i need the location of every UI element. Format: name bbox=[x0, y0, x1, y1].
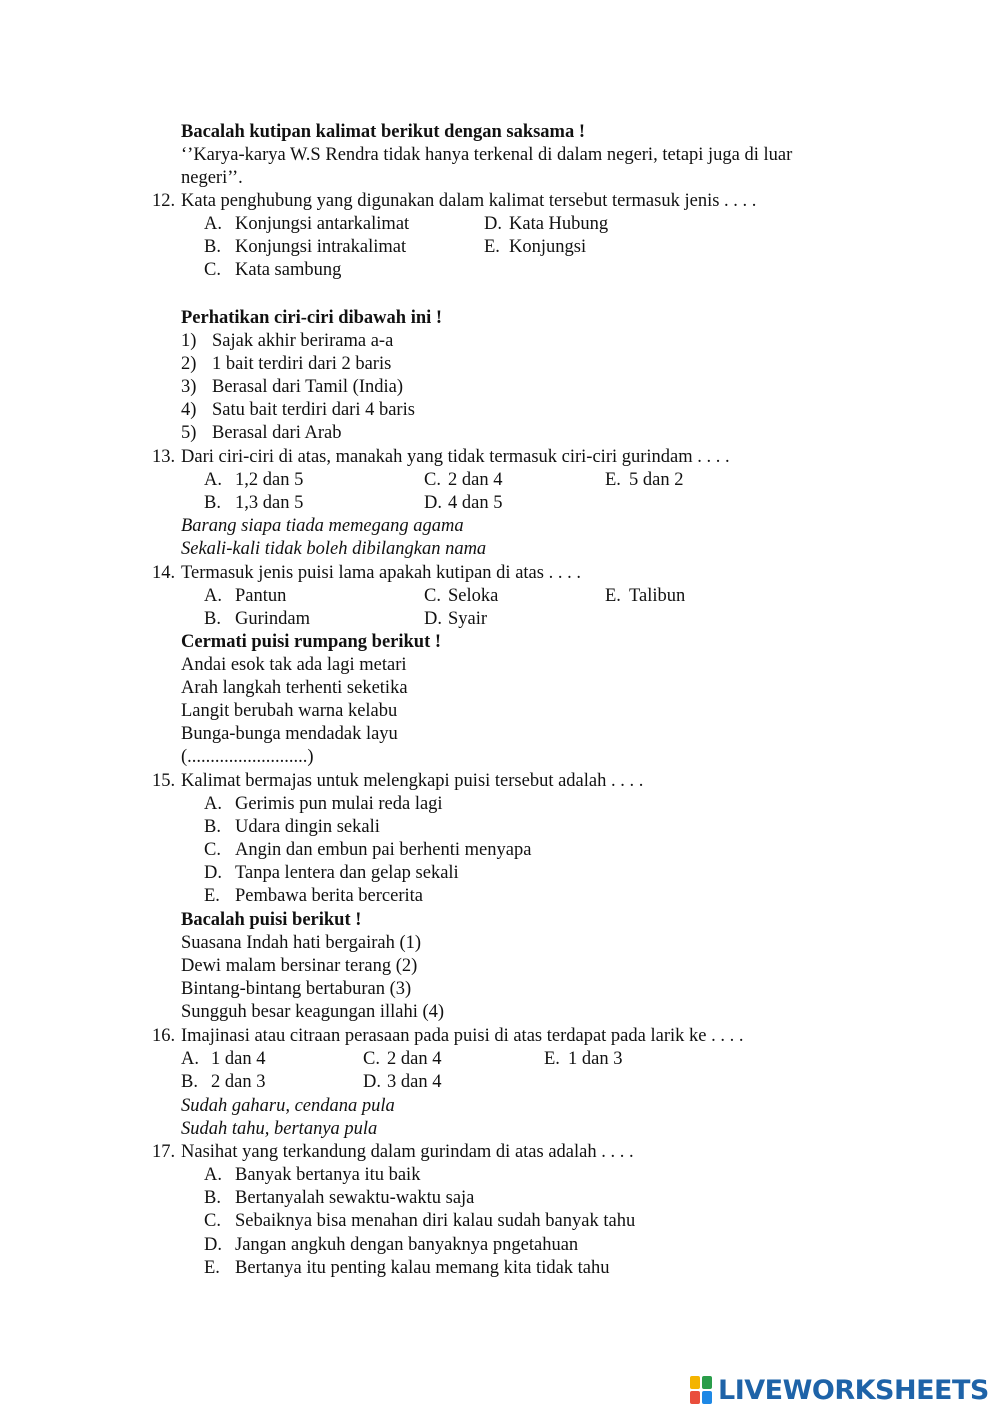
option-text: 3 dan 4 bbox=[387, 1072, 442, 1092]
list-item-number: 3) bbox=[181, 377, 197, 397]
option-text: 2 dan 3 bbox=[211, 1072, 266, 1092]
option-text: 1,2 dan 5 bbox=[235, 470, 304, 490]
verse-line: Sudah tahu, bertanya pula bbox=[181, 1119, 378, 1139]
section-heading: Bacalah kutipan kalimat berikut dengan saksama ! bbox=[181, 122, 586, 142]
poem-line: Suasana Indah hati bergairah (1) bbox=[181, 933, 422, 953]
option-text: Konjungsi bbox=[509, 237, 587, 257]
option-letter: E. bbox=[204, 886, 220, 906]
option-letter: A. bbox=[204, 470, 222, 490]
list-item: Sajak akhir berirama a-a bbox=[212, 331, 394, 351]
option-letter: A. bbox=[204, 794, 222, 814]
logo-square bbox=[702, 1376, 712, 1389]
option-text: Banyak bertanya itu baik bbox=[235, 1165, 421, 1185]
option-letter: D. bbox=[204, 1235, 222, 1255]
option-text: Gerimis pun mulai reda lagi bbox=[235, 794, 443, 814]
question-text: Kalimat bermajas untuk melengkapi puisi tersebut adalah . . . . bbox=[181, 771, 644, 791]
verse-line: Sudah gaharu, cendana pula bbox=[181, 1096, 395, 1116]
option-letter: D. bbox=[484, 214, 502, 234]
question-number: 14. bbox=[152, 563, 176, 583]
option-text: 2 dan 4 bbox=[387, 1049, 442, 1069]
question-number: 15. bbox=[152, 771, 176, 791]
option-letter: C. bbox=[204, 260, 221, 280]
option-letter: B. bbox=[181, 1072, 198, 1092]
list-item: Berasal dari Arab bbox=[212, 423, 342, 443]
logo-square bbox=[702, 1391, 712, 1404]
question-number: 17. bbox=[152, 1142, 176, 1162]
option-letter: C. bbox=[204, 1211, 221, 1231]
option-letter: D. bbox=[424, 609, 442, 629]
option-letter: A. bbox=[181, 1049, 199, 1069]
option-text: Konjungsi antarkalimat bbox=[235, 214, 410, 234]
option-text: Bertanyalah sewaktu-waktu saja bbox=[235, 1188, 475, 1208]
question-number: 16. bbox=[152, 1026, 176, 1046]
option-text: 1 dan 3 bbox=[568, 1049, 623, 1069]
list-item-number: 5) bbox=[181, 423, 197, 443]
question-number: 12. bbox=[152, 191, 176, 211]
option-letter: C. bbox=[424, 470, 441, 490]
option-letter: E. bbox=[544, 1049, 560, 1069]
option-letter: B. bbox=[204, 493, 221, 513]
option-letter: A. bbox=[204, 1165, 222, 1185]
question-text: Dari ciri-ciri di atas, manakah yang tidak termasuk ciri-ciri gurindam . . . . bbox=[181, 447, 730, 467]
option-text: 1,3 dan 5 bbox=[235, 493, 304, 513]
option-text: Angin dan embun pai berhenti menyapa bbox=[235, 840, 532, 860]
verse-line: Barang siapa tiada memegang agama bbox=[181, 516, 464, 536]
option-text: Kata Hubung bbox=[509, 214, 609, 234]
logo-square bbox=[690, 1376, 700, 1389]
logo-square bbox=[690, 1391, 700, 1404]
option-text: Pembawa berita bercerita bbox=[235, 886, 423, 906]
option-text: Pantun bbox=[235, 586, 287, 606]
option-text: Udara dingin sekali bbox=[235, 817, 380, 837]
question-number: 13. bbox=[152, 447, 176, 467]
list-item: Berasal dari Tamil (India) bbox=[212, 377, 403, 397]
option-text: Seloka bbox=[448, 586, 499, 606]
quote-line: negeri’’. bbox=[181, 168, 243, 188]
quote-line: ‘’Karya-karya W.S Rendra tidak hanya terkenal di dalam negeri, tetapi juga di luar bbox=[181, 145, 793, 165]
question-text: Termasuk jenis puisi lama apakah kutipan di atas . . . . bbox=[181, 563, 581, 583]
list-item-number: 2) bbox=[181, 354, 197, 374]
poem-line: Dewi malam bersinar terang (2) bbox=[181, 956, 418, 976]
option-text: 5 dan 2 bbox=[629, 470, 684, 490]
option-text: Gurindam bbox=[235, 609, 311, 629]
question-text: Kata penghubung yang digunakan dalam kalimat tersebut termasuk jenis . . . . bbox=[181, 191, 757, 211]
option-letter: E. bbox=[204, 1258, 220, 1278]
list-item-number: 4) bbox=[181, 400, 197, 420]
option-text: 2 dan 4 bbox=[448, 470, 503, 490]
list-item: Satu bait terdiri dari 4 baris bbox=[212, 400, 415, 420]
option-letter: D. bbox=[424, 493, 442, 513]
poem-line: Bunga-bunga mendadak layu bbox=[181, 724, 398, 744]
brand-text: LIVEWORKSHEETS bbox=[718, 1374, 989, 1406]
option-letter: E. bbox=[605, 470, 621, 490]
list-item-number: 1) bbox=[181, 331, 197, 351]
option-text: Syair bbox=[448, 609, 488, 629]
question-text: Imajinasi atau citraan perasaan pada puisi di atas terdapat pada larik ke . . . . bbox=[181, 1026, 744, 1046]
poem-line: Sungguh besar keagungan illahi (4) bbox=[181, 1002, 445, 1022]
option-letter: D. bbox=[204, 863, 222, 883]
option-letter: B. bbox=[204, 237, 221, 257]
option-letter: E. bbox=[605, 586, 621, 606]
option-text: Talibun bbox=[629, 586, 686, 606]
option-text: Sebaiknya bisa menahan diri kalau sudah banyak tahu bbox=[235, 1211, 636, 1231]
option-letter: E. bbox=[484, 237, 500, 257]
option-text: Tanpa lentera dan gelap sekali bbox=[235, 863, 459, 883]
poem-blank-line: (..........................) bbox=[181, 747, 314, 767]
liveworksheets-logo-icon bbox=[690, 1376, 712, 1404]
poem-line: Andai esok tak ada lagi metari bbox=[181, 655, 407, 675]
option-text: Bertanya itu penting kalau memang kita tidak tahu bbox=[235, 1258, 610, 1278]
option-letter: A. bbox=[204, 214, 222, 234]
option-letter: C. bbox=[363, 1049, 380, 1069]
option-text: 1 dan 4 bbox=[211, 1049, 266, 1069]
option-letter: C. bbox=[424, 586, 441, 606]
poem-line: Langit berubah warna kelabu bbox=[181, 701, 398, 721]
option-text: Kata sambung bbox=[235, 260, 342, 280]
option-text: Jangan angkuh dengan banyaknya pngetahuan bbox=[235, 1235, 579, 1255]
list-item: 1 bait terdiri dari 2 baris bbox=[212, 354, 392, 374]
option-letter: B. bbox=[204, 817, 221, 837]
poem-line: Bintang-bintang bertaburan (3) bbox=[181, 979, 412, 999]
section-heading: Cermati puisi rumpang berikut ! bbox=[181, 632, 442, 652]
option-letter: A. bbox=[204, 586, 222, 606]
section-heading: Bacalah puisi berikut ! bbox=[181, 910, 362, 930]
option-text: 4 dan 5 bbox=[448, 493, 503, 513]
option-letter: B. bbox=[204, 1188, 221, 1208]
poem-line: Arah langkah terhenti seketika bbox=[181, 678, 408, 698]
option-letter: D. bbox=[363, 1072, 381, 1092]
liveworksheets-brand[interactable] bbox=[690, 1372, 989, 1408]
option-letter: C. bbox=[204, 840, 221, 860]
option-text: Konjungsi intrakalimat bbox=[235, 237, 407, 257]
option-letter: B. bbox=[204, 609, 221, 629]
question-text: Nasihat yang terkandung dalam gurindam di atas adalah . . . . bbox=[181, 1142, 634, 1162]
section-heading: Perhatikan ciri-ciri dibawah ini ! bbox=[181, 308, 443, 328]
verse-line: Sekali-kali tidak boleh dibilangkan nama bbox=[181, 539, 487, 559]
